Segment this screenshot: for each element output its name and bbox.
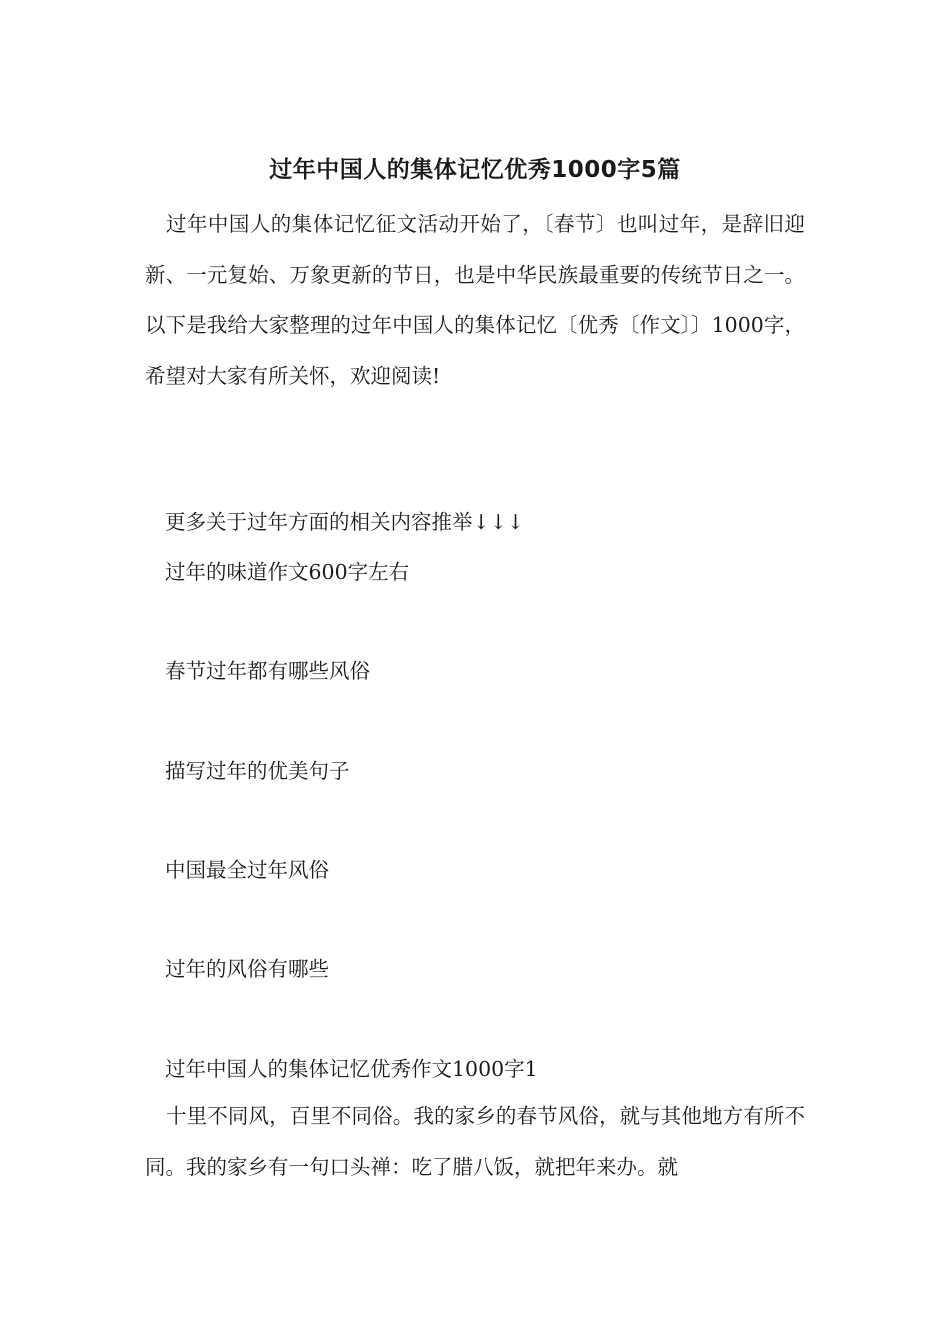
- recommend-link-4[interactable]: 中国最全过年风俗: [165, 858, 329, 882]
- section-paragraph: 十里不同风，百里不同俗。我的家乡的春节风俗，就与其他地方有所不同。我的家乡有一句口头禅：吃了腊八饭，就把年来办。就: [145, 1104, 805, 1179]
- document-title: 过年中国人的集体记忆优秀1000字5篇: [269, 157, 681, 183]
- intro-paragraph: 过年中国人的集体记忆征文活动开始了，〔春节〕也叫过年，是辞旧迎新、一元复始、万象更新的节日，也是中华民族最重要的传统节日之一。以下是我给大家整理的过年中国人的集体记忆〔优秀〔作文〕〕1000字，希望对大家有所关怀，欢迎阅读!: [145, 212, 805, 388]
- recommend-link-1[interactable]: 过年的味道作文600字左右: [165, 560, 410, 584]
- recommend-link-5[interactable]: 过年的风俗有哪些: [165, 957, 329, 981]
- section-heading: 过年中国人的集体记忆优秀作文1000字1: [165, 1057, 538, 1081]
- recommend-link-3[interactable]: 描写过年的优美句子: [165, 759, 350, 783]
- recommend-link-2[interactable]: 春节过年都有哪些风俗: [165, 659, 370, 683]
- recommend-heading: 更多关于过年方面的相关内容推举↓↓↓: [165, 510, 525, 534]
